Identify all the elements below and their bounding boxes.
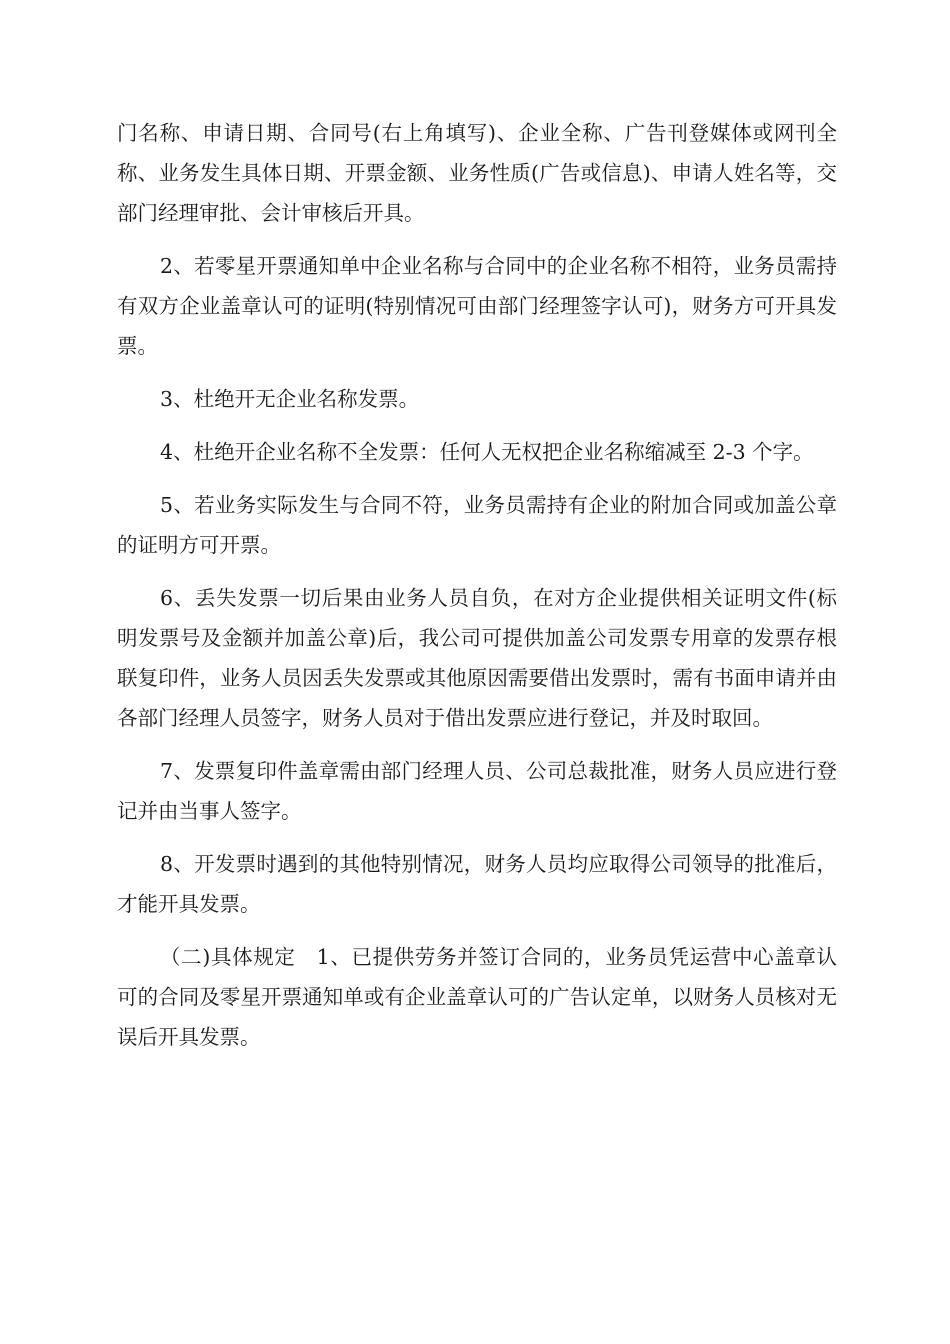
paragraph-item-4: 4、杜绝开企业名称不全发票：任何人无权把企业名称缩减至 2-3 个字。 bbox=[160, 440, 814, 464]
paragraph-item-5: 5、若业务实际发生与合同不符，业务员需持有企业的附加合同或加盖公章的证明方可开票。 bbox=[117, 493, 837, 557]
document-body bbox=[117, 113, 837, 1070]
paragraph-item-8: 8、开发票时遇到的其他特别情况，财务人员均应取得公司领导的批准后，才能开具发票。 bbox=[117, 852, 837, 916]
paragraph-item-2: 2、若零星开票通知单中企业名称与合同中的企业名称不相符，业务员需持有双方企业盖章认可的证明(特别情况可由部门经理签字认可)，财务方可开具发票。 bbox=[117, 254, 837, 358]
paragraph-item-3: 3、杜绝开无企业名称发票。 bbox=[160, 387, 420, 411]
paragraph-item-6: 6、丢失发票一切后果由业务人员自负，在对方企业提供相关证明文件(标明发票号及金额并加盖公章)后，我公司可提供加盖公司发票专用章的发票存根联复印件，业务人员因丢失发票或其他原因需要借出发票时，需有书面申请并由各部门经理人员签字，财务人员对于借出发票应进行登记，并及时取回。 bbox=[117, 586, 837, 730]
paragraph-continuation: 门名称、申请日期、合同号(右上角填写)、企业全称、广告刊登媒体或网刊全称、业务发生具体日期、开票金额、业务性质(广告或信息)、申请人姓名等，交部门经理审批、会计审核后开具。 bbox=[117, 121, 837, 225]
paragraph-item-7: 7、发票复印件盖章需由部门经理人员、公司总裁批准，财务人员应进行登记并由当事人签字。 bbox=[117, 759, 837, 823]
paragraph-specific-rules: （二)具体规定 1、已提供劳务并签订合同的，业务员凭运营中心盖章认可的合同及零星开票通知单或有企业盖章认可的广告认定单，以财务人员核对无误后开具发票。 bbox=[117, 945, 837, 1049]
